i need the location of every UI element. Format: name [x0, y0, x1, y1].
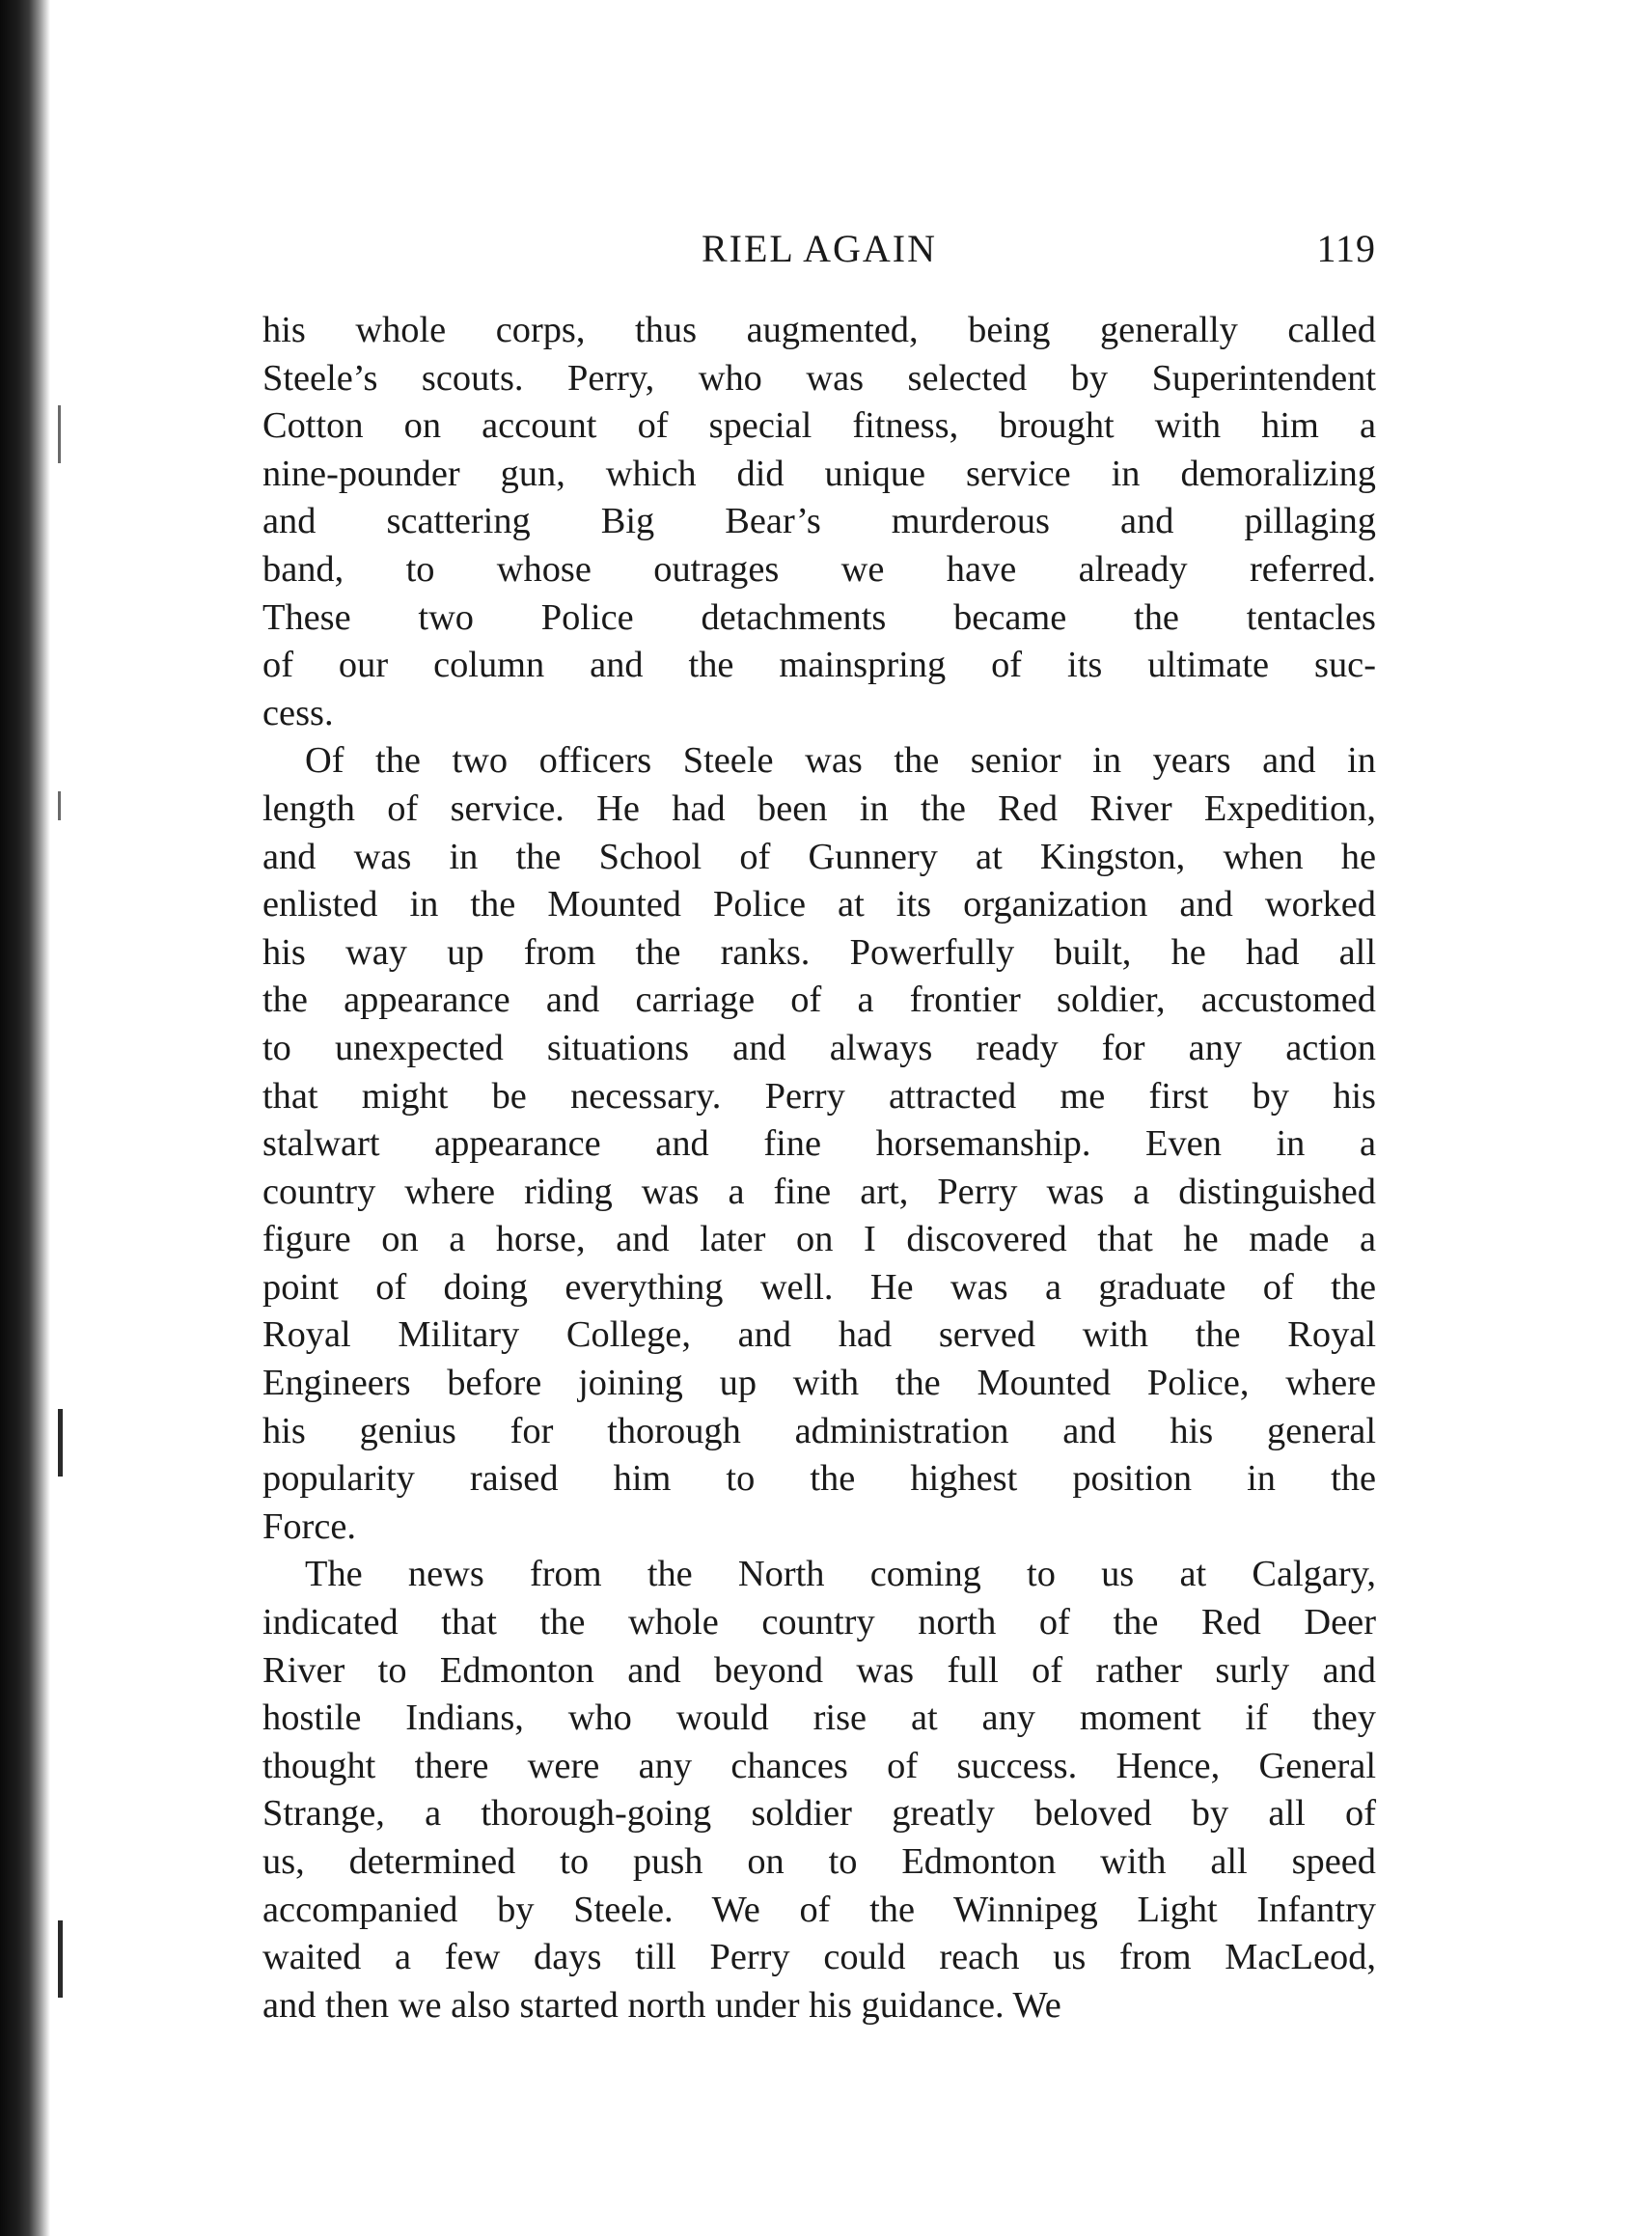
text-line: to unexpected situations and always ready for any action — [262, 1027, 1376, 1068]
text-line: length of service. He had been in the Red River Expedition, — [262, 787, 1376, 829]
text-line: point of doing everything well. He was a graduate of the — [262, 1266, 1376, 1308]
text-line: The news from the North coming to us at Calgary, — [305, 1554, 1376, 1595]
text-line: These two Police detachments became the tentacles — [262, 596, 1376, 638]
text-line: band, to whose outrages we have already referred. — [262, 548, 1376, 590]
text-line: that might be necessary. Perry attracted me first by his — [262, 1075, 1376, 1117]
paragraph — [262, 737, 1376, 1551]
text-line: River to Edmonton and beyond was full of rather surly and — [262, 1649, 1376, 1691]
text-line: popularity raised him to the highest position in the — [262, 1458, 1376, 1500]
text-line: hostile Indians, who would rise at any moment if they — [262, 1698, 1376, 1739]
text-line: waited a few days till Perry could reach us from MacLeod, — [262, 1937, 1376, 1978]
binding-speck — [58, 405, 61, 463]
text-line: enlisted in the Mounted Police at its organization and worked — [262, 884, 1376, 925]
text-line: Engineers before joining up with the Mounted Police, where — [262, 1363, 1376, 1404]
text-line: his genius for thorough administration and his general — [262, 1410, 1376, 1451]
text-line: Cotton on account of special fitness, brought with him a — [262, 405, 1376, 447]
text-line: and scattering Big Bear’s murderous and pillaging — [262, 501, 1376, 542]
page-number: 119 — [1316, 227, 1376, 270]
text-line: thought there were any chances of success. Hence, General — [262, 1745, 1376, 1786]
text-line: accompanied by Steele. We of the Winnipeg Light Infantry — [262, 1889, 1376, 1930]
text-line: and was in the School of Gunnery at Kingston, when he — [262, 836, 1376, 877]
text-line: his way up from the ranks. Powerfully built, he had all — [262, 931, 1376, 973]
paragraph — [262, 1551, 1376, 2029]
text-line: Strange, a thorough-going soldier greatly beloved by all of — [262, 1793, 1376, 1835]
text-line: his whole corps, thus augmented, being generally called — [262, 310, 1376, 350]
binding-speck — [58, 1409, 63, 1477]
running-head-title: RIEL AGAIN — [701, 227, 938, 270]
text-line: stalwart appearance and fine horsemanship. Even in a — [262, 1123, 1376, 1165]
text-line: of our column and the mainspring of its ultimate suc- — [262, 645, 1376, 686]
text-line: nine-pounder gun, which did unique service in demoralizing — [262, 453, 1376, 494]
text-line: cess. — [262, 692, 334, 733]
text-line: and then we also started north under his guidance. We — [262, 1984, 1061, 2026]
running-head — [262, 220, 1376, 278]
text-line: us, determined to push on to Edmonton with all speed — [262, 1841, 1376, 1882]
text-line: country where riding was a fine art, Perry was a distinguished — [262, 1171, 1376, 1212]
text-line: Royal Military College, and had served with the Royal — [262, 1314, 1376, 1356]
paragraph — [262, 307, 1376, 737]
text-line: Steele’s scouts. Perry, who was selected by Superintendent — [262, 357, 1376, 399]
binding-speck — [58, 791, 61, 820]
text-line: Force. — [262, 1505, 357, 1547]
text-line: indicated that the whole country north of the Red Deer — [262, 1602, 1376, 1643]
text-line: Of the two officers Steele was the senior in years and in — [305, 740, 1376, 782]
body-text — [262, 307, 1376, 2029]
binding-shadow — [0, 0, 50, 2236]
text-line: the appearance and carriage of a frontier soldier, accustomed — [262, 980, 1376, 1021]
text-line: figure on a horse, and later on I discovered that he made a — [262, 1219, 1376, 1260]
binding-speck — [58, 1920, 63, 1998]
